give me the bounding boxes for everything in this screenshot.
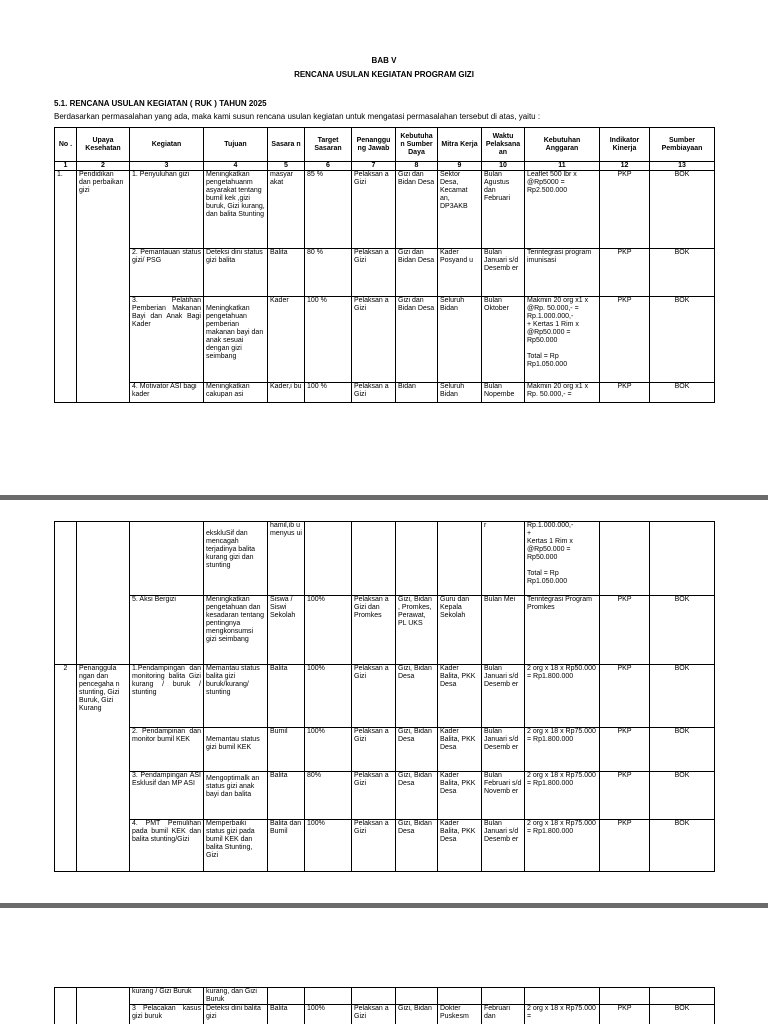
table-row xyxy=(55,171,715,249)
target-cell: 100% xyxy=(305,728,352,772)
table-row xyxy=(55,522,715,596)
anggaran-cell xyxy=(525,988,600,1005)
mitra-cell: Kader Balita, PKK Desa xyxy=(438,820,482,872)
pj-cell: Pelaksan a Gizi xyxy=(352,171,396,249)
indikator-cell: PKP xyxy=(600,383,650,403)
anggaran-cell: 2 org x 18 x Rp75.000 = Rp1.800.000 xyxy=(525,820,600,872)
kegiatan-cell xyxy=(130,522,204,596)
indikator-cell xyxy=(600,522,650,596)
header-cell: Upaya Kesehatan xyxy=(77,128,130,162)
waktu-cell: Bulan Agustus dan Februari xyxy=(482,171,525,249)
column-number: 11 xyxy=(525,162,600,171)
anggaran-cell: 2 org x 18 x Rp50.000 = Rp1.800.000 xyxy=(525,665,600,728)
table-row xyxy=(55,820,715,872)
row-number: 1. xyxy=(55,171,77,403)
mitra-cell: Kader Balita, PKK Desa xyxy=(438,728,482,772)
pj-cell: Pelaksan a Gizi xyxy=(352,728,396,772)
tujuan-cell: Mengoptimalk an status gizi anak bayi dan balita xyxy=(204,772,268,820)
tujuan-cell: Memantau status gizi bumil KEK xyxy=(204,728,268,772)
mitra-cell xyxy=(438,988,482,1005)
pembiayaan-cell: BOK xyxy=(650,383,715,403)
column-number: 6 xyxy=(305,162,352,171)
sumber-daya-cell: Gizi, Bidan Desa xyxy=(396,665,438,728)
tujuan-cell: ekskluSif dan mencagah terjadinya balita kurang gizi dan stunting xyxy=(204,522,268,596)
upaya-cell xyxy=(77,522,130,665)
anggaran-cell: 2 org x 18 x Rp75.000 = xyxy=(525,1005,600,1024)
pj-cell: Pelaksan a Gizi xyxy=(352,383,396,403)
anggaran-cell: 2 org x 18 x Rp75.000 = Rp1.800.000 xyxy=(525,772,600,820)
pembiayaan-cell: BOK xyxy=(650,665,715,728)
document-page-1 xyxy=(0,0,768,495)
anggaran-cell: Makmin 20 org x1 x @Rp. 50.000,- = Rp.1.000.000,- + Kertas 1 Rim x @Rp50.000 = Rp50.000 Total = Rp Rp1.050.000 xyxy=(525,297,600,383)
column-number: 5 xyxy=(268,162,305,171)
sasaran-cell: hamil,ib u menyus ui xyxy=(268,522,305,596)
pembiayaan-cell xyxy=(650,988,715,1005)
mitra-cell: Sektor Desa, Kecamat an, DP3AKB xyxy=(438,171,482,249)
target-cell: 100% xyxy=(305,665,352,728)
sasaran-cell: Balita dan Bumil xyxy=(268,820,305,872)
table-row xyxy=(55,665,715,728)
table-row xyxy=(55,1005,715,1024)
header-cell: Tujuan xyxy=(204,128,268,162)
sasaran-cell: Balita xyxy=(268,772,305,820)
anggaran-cell: Rp.1.000.000,- + Kertas 1 Rim x @Rp50.000 = Rp50.000 Total = Rp Rp1.050.000 xyxy=(525,522,600,596)
table-row xyxy=(55,988,715,1005)
anggaran-cell: Leaflet 500 lbr x @Rp5000 = Rp2.500.000 xyxy=(525,171,600,249)
intro-paragraph: Berdasarkan permasalahan yang ada, maka kami susun rencana usulan kegiatan untuk mengatasi permasalahan tersebut di atas, yaitu : xyxy=(54,112,541,121)
sumber-daya-cell: Gizi, Bidan xyxy=(396,1005,438,1024)
header-cell: Kebutuhan Anggaran xyxy=(525,128,600,162)
waktu-cell: Bulan Oktober xyxy=(482,297,525,383)
pembiayaan-cell: BOK xyxy=(650,772,715,820)
pembiayaan-cell: BOK xyxy=(650,297,715,383)
column-number: 3 xyxy=(130,162,204,171)
tujuan-cell: Meningkatkan cakupan asi xyxy=(204,383,268,403)
pembiayaan-cell: BOK xyxy=(650,249,715,297)
kegiatan-cell: 4. Motivator ASI bagi kader xyxy=(130,383,204,403)
column-number: 10 xyxy=(482,162,525,171)
ruk-table-continued xyxy=(54,521,715,872)
sasaran-cell: Bumil xyxy=(268,728,305,772)
sumber-daya-cell: Gizi dan Bidan Desa xyxy=(396,297,438,383)
sasaran-cell: Balita xyxy=(268,665,305,728)
pj-cell: Pelaksan a Gizi xyxy=(352,297,396,383)
waktu-cell: Bulan Februari s/d Novemb er xyxy=(482,772,525,820)
table-row xyxy=(55,728,715,772)
table-row xyxy=(55,297,715,383)
pj-cell: Pelaksan a Gizi xyxy=(352,820,396,872)
chapter-title: BAB V xyxy=(371,56,397,65)
waktu-cell: Bulan Januari s/d Desemb er xyxy=(482,665,525,728)
target-cell: 100% xyxy=(305,596,352,665)
indikator-cell: PKP xyxy=(600,665,650,728)
anggaran-cell: Terintegrasi program imunisasi xyxy=(525,249,600,297)
header-cell: Waktu Pelaksana an xyxy=(482,128,525,162)
column-number: 13 xyxy=(650,162,715,171)
column-number: 4 xyxy=(204,162,268,171)
column-number: 2 xyxy=(77,162,130,171)
target-cell: 100 % xyxy=(305,297,352,383)
sasaran-cell: masyar akat xyxy=(268,171,305,249)
sasaran-cell: Siswa / Siswi Sekolah xyxy=(268,596,305,665)
upaya-cell: Penanggula ngan dan pencegaha n stunting, Gizi Buruk, Gizi Kurang xyxy=(77,665,130,872)
sumber-daya-cell: Gizi dan Bidan Desa xyxy=(396,249,438,297)
pj-cell xyxy=(352,522,396,596)
kegiatan-cell: 5. Aksi Bergizi xyxy=(130,596,204,665)
pembiayaan-cell: BOK xyxy=(650,171,715,249)
header-cell: Target Sasaran xyxy=(305,128,352,162)
kegiatan-cell: 2. Pemantauan status gizi/ PSG xyxy=(130,249,204,297)
document-page-2 xyxy=(0,500,768,903)
mitra-cell: Guru dan Kepala Sekolah xyxy=(438,596,482,665)
pembiayaan-cell xyxy=(650,522,715,596)
table-row xyxy=(55,772,715,820)
tujuan-cell: Meningkatkan pengetahuan dan kesadaran tentang pentingnya mengkonsumsi gizi seimbang xyxy=(204,596,268,665)
upaya-cell: Pendidikan dan perbaikan gizi xyxy=(77,171,130,403)
sasaran-cell xyxy=(268,988,305,1005)
pembiayaan-cell: BOK xyxy=(650,1005,715,1024)
chapter-subtitle: RENCANA USULAN KEGIATAN PROGRAM GIZI xyxy=(294,70,474,79)
target-cell: 100% xyxy=(305,820,352,872)
sumber-daya-cell: Gizi, Bidan , Promkes, Perawat, PL UKS xyxy=(396,596,438,665)
column-number: 9 xyxy=(438,162,482,171)
pj-cell: Pelaksan a Gizi xyxy=(352,1005,396,1024)
sumber-daya-cell: Bidan xyxy=(396,383,438,403)
tujuan-cell: Meningkatkan pengetahuanm asyarakat tentang bumil kek ,gizi buruk, Gizi kurang, dan balita Stunting xyxy=(204,171,268,249)
target-cell: 100 % xyxy=(305,383,352,403)
sasaran-cell: Balita xyxy=(268,249,305,297)
mitra-cell: Kader Balita, PKK Desa xyxy=(438,772,482,820)
indikator-cell xyxy=(600,988,650,1005)
kegiatan-cell: 3. Pendampingan ASI Esklusif dan MP ASI xyxy=(130,772,204,820)
mitra-cell xyxy=(438,522,482,596)
table-header-row xyxy=(55,128,715,162)
waktu-cell: Bulan Mei xyxy=(482,596,525,665)
column-number: 12 xyxy=(600,162,650,171)
tujuan-cell: Memantau status balita gizi buruk/kurang/ stunting xyxy=(204,665,268,728)
upaya-cell xyxy=(77,988,130,1024)
header-cell: Sasara n xyxy=(268,128,305,162)
indikator-cell: PKP xyxy=(600,249,650,297)
row-number xyxy=(55,988,77,1024)
column-number: 1 xyxy=(55,162,77,171)
kegiatan-cell: 1.Pendampingan dan monitoring balita Gizi kurang / buruk / stunting xyxy=(130,665,204,728)
kegiatan-cell: 1. Penyuluhan gizi xyxy=(130,171,204,249)
pj-cell: Pelaksan a Gizi xyxy=(352,249,396,297)
indikator-cell: PKP xyxy=(600,820,650,872)
sasaran-cell: Balita xyxy=(268,1005,305,1024)
ruk-table-continued xyxy=(54,987,715,1024)
target-cell: 80 % xyxy=(305,249,352,297)
sasaran-cell: Kader,i bu xyxy=(268,383,305,403)
column-number-row xyxy=(55,162,715,171)
tujuan-cell: Deteksi dini status gizi balita xyxy=(204,249,268,297)
row-number xyxy=(55,522,77,665)
waktu-cell: Bulan Januari s/d Desemb er xyxy=(482,820,525,872)
target-cell xyxy=(305,522,352,596)
waktu-cell: r xyxy=(482,522,525,596)
indikator-cell: PKP xyxy=(600,728,650,772)
kegiatan-cell: 4. PMT Pemulihan pada bumil KEK dan balita stunting/Gizi xyxy=(130,820,204,872)
pembiayaan-cell: BOK xyxy=(650,820,715,872)
sasaran-cell: Kader xyxy=(268,297,305,383)
tujuan-cell: Memperbaiki status gizi pada bumil KEK dan balita Stunting, Gizi xyxy=(204,820,268,872)
header-cell: Penanggu ng Jawab xyxy=(352,128,396,162)
kegiatan-cell: 2. Pendampinan dan monitor bumil KEK xyxy=(130,728,204,772)
header-cell: Indikator Kinerja xyxy=(600,128,650,162)
header-cell: Sumber Pembiayaan xyxy=(650,128,715,162)
target-cell: 100% xyxy=(305,1005,352,1024)
sumber-daya-cell: Gizi, Bidan Desa xyxy=(396,728,438,772)
target-cell: 85 % xyxy=(305,171,352,249)
sumber-daya-cell xyxy=(396,522,438,596)
table-row xyxy=(55,249,715,297)
waktu-cell: Bulan Nopembe xyxy=(482,383,525,403)
table-row xyxy=(55,596,715,665)
waktu-cell xyxy=(482,988,525,1005)
pj-cell: Pelaksan a Gizi dan Promkes xyxy=(352,596,396,665)
waktu-cell: Bulan Januari s/d Desemb er xyxy=(482,728,525,772)
target-cell xyxy=(305,988,352,1005)
waktu-cell: Februari dan xyxy=(482,1005,525,1024)
sumber-daya-cell xyxy=(396,988,438,1005)
anggaran-cell: Makmin 20 org x1 x Rp. 50.000,- = xyxy=(525,383,600,403)
target-cell: 80% xyxy=(305,772,352,820)
mitra-cell: Kader Posyand u xyxy=(438,249,482,297)
pj-cell: Pelaksan a Gizi xyxy=(352,772,396,820)
indikator-cell: PKP xyxy=(600,1005,650,1024)
pj-cell: Pelaksan a Gizi xyxy=(352,665,396,728)
tujuan-cell: Meningkatkan pengetahuan pemberian makanan bayi dan anak sesuai dengan gizi seimbang xyxy=(204,297,268,383)
sumber-daya-cell: Gizi, Bidan Desa xyxy=(396,772,438,820)
ruk-table xyxy=(54,127,715,403)
indikator-cell: PKP xyxy=(600,297,650,383)
indikator-cell: PKP xyxy=(600,171,650,249)
header-cell: Kegiatan xyxy=(130,128,204,162)
kegiatan-cell: kurang / Gizi Buruk xyxy=(130,988,204,1005)
indikator-cell: PKP xyxy=(600,772,650,820)
mitra-cell: Seluruh Bidan xyxy=(438,297,482,383)
mitra-cell: Kader Balita, PKK Desa xyxy=(438,665,482,728)
header-cell: No . xyxy=(55,128,77,162)
column-number: 8 xyxy=(396,162,438,171)
column-number: 7 xyxy=(352,162,396,171)
header-cell: Mitra Kerja xyxy=(438,128,482,162)
sumber-daya-cell: Gizi dan Bidan Desa xyxy=(396,171,438,249)
header-cell: Kebutuha n Sumber Daya xyxy=(396,128,438,162)
pj-cell xyxy=(352,988,396,1005)
kegiatan-cell: 3. Pelatihan Pemberian Makanan Bayi dan Anak Bagi Kader xyxy=(130,297,204,383)
indikator-cell: PKP xyxy=(600,596,650,665)
pembiayaan-cell: BOK xyxy=(650,728,715,772)
sumber-daya-cell: Gizi, Bidan Desa xyxy=(396,820,438,872)
mitra-cell: Seluruh Bidan xyxy=(438,383,482,403)
tujuan-cell: kurang, dan Gizi Buruk xyxy=(204,988,268,1005)
document-page-3 xyxy=(0,908,768,1024)
tujuan-cell: Deteksi dini balita gizi xyxy=(204,1005,268,1024)
kegiatan-cell: 3 Pelacakan kasus gizi buruk xyxy=(130,1005,204,1024)
waktu-cell: Bulan Januari s/d Desemb er xyxy=(482,249,525,297)
mitra-cell: Dokter Puskesm xyxy=(438,1005,482,1024)
pembiayaan-cell: BOK xyxy=(650,596,715,665)
anggaran-cell: 2 org x 18 x Rp75.000 = Rp1.800.000 xyxy=(525,728,600,772)
table-row xyxy=(55,383,715,403)
row-number: 2 xyxy=(55,665,77,872)
section-heading: 5.1. RENCANA USULAN KEGIATAN ( RUK ) TAHUN 2025 xyxy=(54,99,267,108)
anggaran-cell: Terintegrasi Program Promkes xyxy=(525,596,600,665)
